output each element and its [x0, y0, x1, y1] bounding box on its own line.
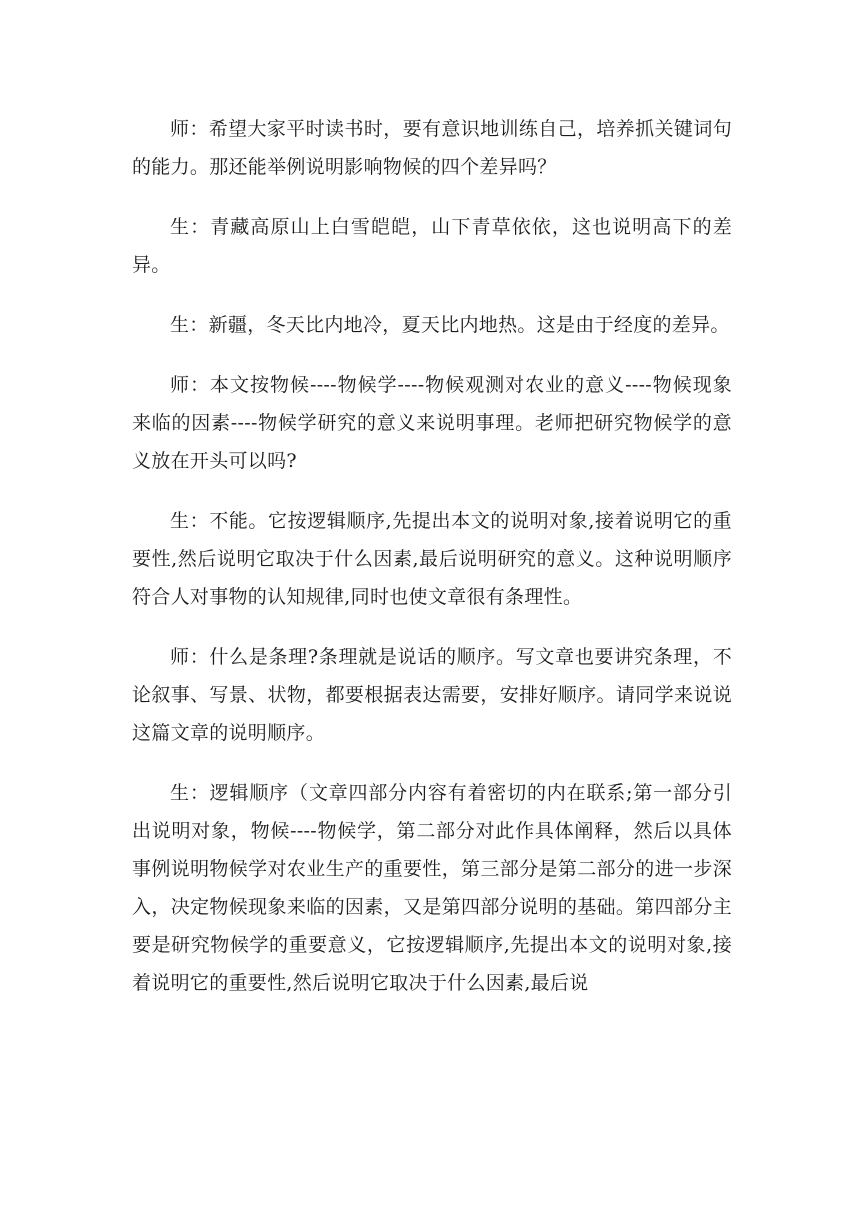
paragraph-student-3: 生：不能。它按逻辑顺序,先提出本文的说明对象,接着说明它的重要性,然后说明它取决于什么因素,最后说明研究的意义。这种说明顺序符合人对事物的认知规律,同时也使文章很有条理性。 — [132, 510, 732, 608]
document-page — [132, 110, 732, 1024]
paragraph-student-4: 生：逻辑顺序（文章四部分内容有着密切的内在联系;第一部分引出说明对象，物候----物候学，第二部分对此作具体阐释，然后以具体事例说明物候学对农业生产的重要性，第三部分是第二部分的进一步深入，决定物候现象来临的因素，又是第四部分说明的基础。第四部分主要是研究物候学的重要意义，它按逻辑顺序,先提出本文的说明对象,接着说明它的重要性,然后说明它取决于什么因素,最后说 — [132, 782, 732, 994]
paragraph-student-2: 生：新疆，冬天比内地冷，夏天比内地热。这是由于经度的差异。 — [170, 314, 730, 336]
paragraph-teacher-1: 师：希望大家平时读书时，要有意识地训练自己，培养抓关键词句的能力。那还能举例说明影响物候的四个差异吗？ — [132, 118, 732, 178]
paragraph-teacher-3: 师：什么是条理?条理就是说话的顺序。写文章也要讲究条理，不论叙事、写景、状物，都要根据表达需要，安排好顺序。请同学来说说这篇文章的说明顺序。 — [132, 646, 732, 744]
paragraph-student-1: 生：青藏高原山上白雪皑皑，山下青草依依，这也说明高下的差异。 — [132, 216, 732, 276]
paragraph-teacher-2: 师：本文按物候----物候学----物候观测对农业的意义----物候现象来临的因素----物候学研究的意义来说明事理。老师把研究物候学的意义放在开头可以吗? — [132, 374, 732, 472]
